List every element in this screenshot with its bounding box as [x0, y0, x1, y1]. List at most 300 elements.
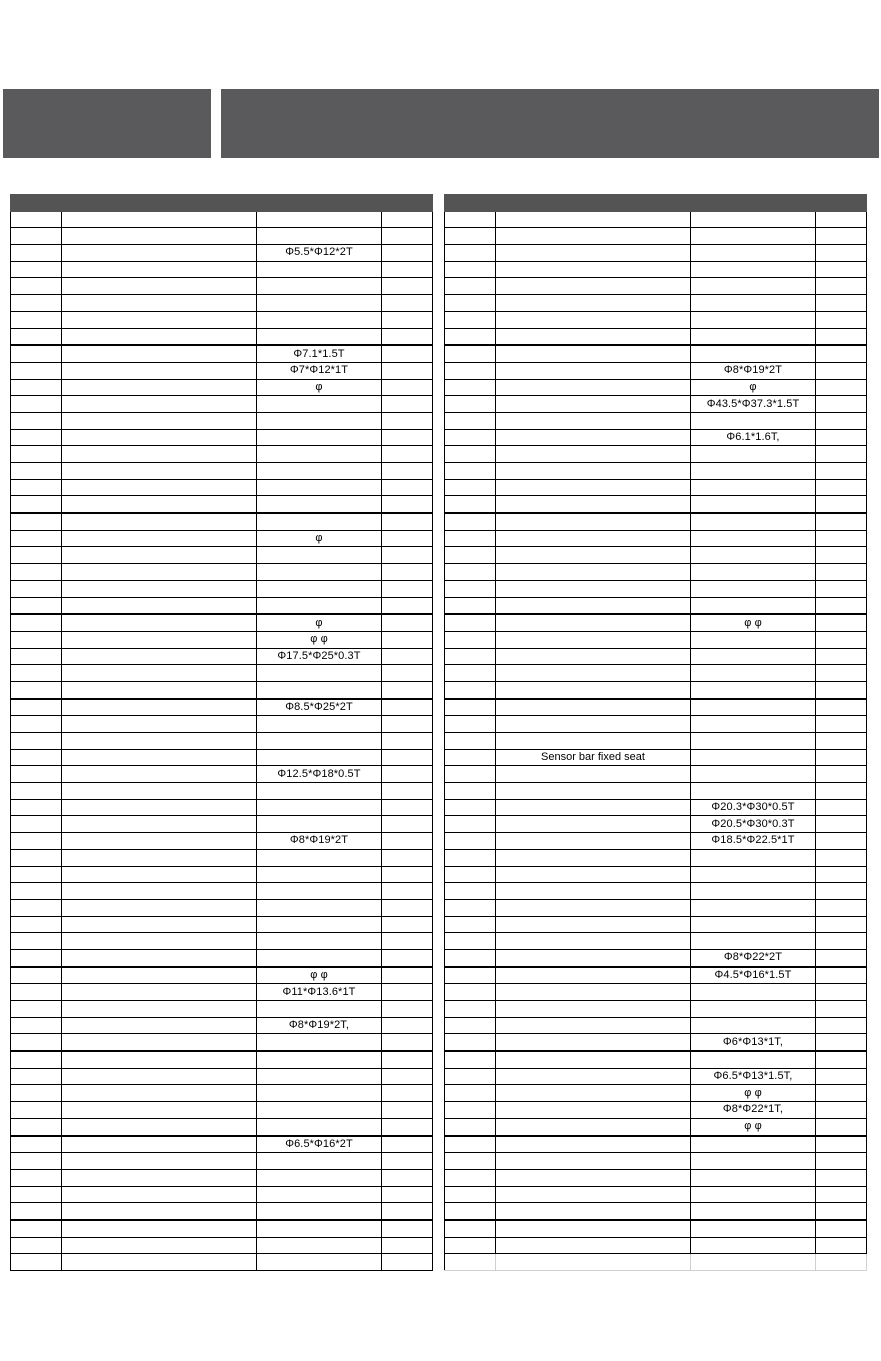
cell-no [445, 665, 496, 682]
cell-name [496, 783, 691, 800]
cell-qty [382, 631, 433, 648]
table-row [11, 278, 433, 295]
cell-qty [816, 211, 867, 228]
cell-name [496, 799, 691, 816]
cell-name [496, 396, 691, 413]
table-row [445, 1203, 867, 1220]
cell-no [445, 211, 496, 228]
cell-spec [257, 547, 382, 564]
table-row [445, 328, 867, 345]
table-row [11, 547, 433, 564]
cell-no [11, 866, 62, 883]
table-row [11, 949, 433, 966]
cell-no [11, 833, 62, 850]
cell-qty [816, 1237, 867, 1254]
cell-spec [691, 1220, 816, 1237]
table-row [11, 412, 433, 429]
cell-no [445, 513, 496, 530]
table-row [445, 833, 867, 850]
cell-name [496, 362, 691, 379]
cell-spec [691, 916, 816, 933]
table-row [11, 295, 433, 312]
cell-no [11, 681, 62, 698]
cell-spec [691, 328, 816, 345]
cell-spec [257, 278, 382, 295]
cell-name [496, 614, 691, 631]
cell-qty [382, 345, 433, 362]
cell-name [62, 1001, 257, 1018]
cell-no [11, 984, 62, 1001]
table-row [11, 749, 433, 766]
cell-no [11, 949, 62, 966]
cell-qty [816, 228, 867, 245]
cell-no [445, 866, 496, 883]
header-no [11, 195, 62, 212]
cell-name [496, 1136, 691, 1153]
cell-no [445, 1203, 496, 1220]
cell-qty [382, 749, 433, 766]
cell-name [62, 899, 257, 916]
cell-spec [691, 984, 816, 1001]
cell-name [62, 665, 257, 682]
cell-spec [257, 496, 382, 513]
cell-no [11, 749, 62, 766]
cell-qty [816, 1001, 867, 1018]
cell-spec: Φ6.5*Φ13*1.5T, [691, 1068, 816, 1085]
cell-no [445, 429, 496, 446]
cell-no [11, 1254, 62, 1271]
cell-qty [816, 916, 867, 933]
cell-name [62, 446, 257, 463]
cell-name [496, 1017, 691, 1034]
cell-name [62, 1169, 257, 1186]
table-row [445, 1186, 867, 1203]
cell-spec [257, 949, 382, 966]
table-row [11, 1017, 433, 1034]
cell-no [445, 1254, 496, 1271]
table-row [445, 681, 867, 698]
cell-name [62, 396, 257, 413]
table-row [445, 984, 867, 1001]
cell-spec [691, 849, 816, 866]
cell-qty [382, 580, 433, 597]
header-banner-right [221, 89, 879, 158]
cell-name [496, 866, 691, 883]
cell-no [445, 1102, 496, 1119]
table-row [445, 1254, 867, 1271]
cell-spec: φ [691, 379, 816, 396]
cell-no [11, 699, 62, 716]
table-row [445, 648, 867, 665]
cell-no [445, 228, 496, 245]
cell-name [496, 933, 691, 950]
cell-name [496, 1169, 691, 1186]
cell-qty [816, 345, 867, 362]
cell-no [11, 665, 62, 682]
cell-name [62, 799, 257, 816]
cell-spec [257, 733, 382, 750]
cell-no [445, 580, 496, 597]
cell-spec [691, 749, 816, 766]
cell-qty [816, 1220, 867, 1237]
cell-spec [257, 1001, 382, 1018]
cell-spec [691, 412, 816, 429]
cell-spec [691, 1254, 816, 1271]
cell-spec [691, 295, 816, 312]
table-row [445, 949, 867, 966]
table-row [11, 328, 433, 345]
cell-no [445, 783, 496, 800]
cell-name [62, 783, 257, 800]
cell-qty [382, 1051, 433, 1068]
table-row [11, 1153, 433, 1170]
cell-name [62, 766, 257, 783]
cell-spec [691, 211, 816, 228]
cell-no [11, 1051, 62, 1068]
cell-spec: Φ8*Φ19*2T [691, 362, 816, 379]
table-row [445, 278, 867, 295]
cell-no [445, 967, 496, 984]
cell-no [11, 328, 62, 345]
cell-qty [382, 1169, 433, 1186]
table-row [445, 699, 867, 716]
cell-spec [257, 429, 382, 446]
cell-name [496, 513, 691, 530]
cell-name [496, 1118, 691, 1135]
cell-qty [816, 1102, 867, 1119]
cell-spec [257, 933, 382, 950]
cell-no [11, 1034, 62, 1051]
cell-no [445, 1237, 496, 1254]
table-row [445, 816, 867, 833]
cell-qty [816, 699, 867, 716]
cell-name [62, 816, 257, 833]
table-row [11, 479, 433, 496]
cell-no [445, 547, 496, 564]
cell-qty [816, 665, 867, 682]
cell-no [11, 631, 62, 648]
table-row [445, 1085, 867, 1102]
cell-qty [382, 899, 433, 916]
cell-qty [382, 311, 433, 328]
header-name [62, 195, 257, 212]
cell-no [11, 479, 62, 496]
cell-spec [691, 580, 816, 597]
cell-no [445, 833, 496, 850]
cell-qty [816, 1136, 867, 1153]
table-row [11, 833, 433, 850]
table-row [445, 799, 867, 816]
table-row [11, 1203, 433, 1220]
table-row [445, 1051, 867, 1068]
table-row [445, 1220, 867, 1237]
cell-qty [816, 833, 867, 850]
cell-name [62, 933, 257, 950]
table-row [445, 228, 867, 245]
cell-name [62, 949, 257, 966]
cell-spec [257, 261, 382, 278]
cell-qty [382, 1102, 433, 1119]
cell-spec: Φ18.5*Φ22.5*1T [691, 833, 816, 850]
cell-spec: Φ8*Φ19*2T [257, 833, 382, 850]
table-row [11, 1001, 433, 1018]
table-row [11, 396, 433, 413]
cell-no [445, 699, 496, 716]
cell-name [62, 245, 257, 262]
cell-spec [257, 681, 382, 698]
cell-no [445, 463, 496, 480]
table-row [445, 597, 867, 614]
cell-name [496, 833, 691, 850]
header-banner-left [3, 89, 211, 158]
cell-spec [691, 766, 816, 783]
table-row [11, 816, 433, 833]
cell-qty [382, 665, 433, 682]
table-row [445, 1136, 867, 1153]
cell-no [11, 1186, 62, 1203]
cell-no [11, 597, 62, 614]
table-row [11, 1085, 433, 1102]
cell-spec [257, 1034, 382, 1051]
table-row [11, 1186, 433, 1203]
table-row [445, 1118, 867, 1135]
cell-name [496, 816, 691, 833]
table-row [445, 1001, 867, 1018]
cell-name [496, 899, 691, 916]
cell-no [11, 261, 62, 278]
cell-no [11, 530, 62, 547]
cell-no [11, 1118, 62, 1135]
cell-spec [691, 631, 816, 648]
cell-spec: φ [257, 614, 382, 631]
cell-no [11, 816, 62, 833]
table-row [11, 699, 433, 716]
table-row [445, 412, 867, 429]
cell-name [496, 648, 691, 665]
cell-spec [691, 479, 816, 496]
cell-spec [691, 547, 816, 564]
cell-qty [816, 446, 867, 463]
cell-name [496, 681, 691, 698]
table-row [445, 1034, 867, 1051]
cell-qty [382, 446, 433, 463]
cell-qty [382, 530, 433, 547]
cell-qty [816, 1169, 867, 1186]
cell-no [11, 463, 62, 480]
cell-no [11, 295, 62, 312]
cell-no [11, 648, 62, 665]
cell-name [62, 699, 257, 716]
table-row [445, 446, 867, 463]
cell-spec [257, 311, 382, 328]
table-row [445, 631, 867, 648]
cell-no [11, 429, 62, 446]
cell-no [11, 849, 62, 866]
cell-name [62, 429, 257, 446]
table-row [11, 631, 433, 648]
cell-name [496, 949, 691, 966]
cell-spec [257, 295, 382, 312]
header-spec [691, 195, 816, 212]
cell-spec [691, 513, 816, 530]
cell-qty [816, 899, 867, 916]
cell-no [445, 1085, 496, 1102]
table-row [11, 1136, 433, 1153]
cell-spec [691, 1017, 816, 1034]
table-row [445, 362, 867, 379]
cell-qty [382, 228, 433, 245]
cell-no [11, 1102, 62, 1119]
table-header-row [11, 195, 433, 212]
cell-no [445, 597, 496, 614]
cell-spec [257, 899, 382, 916]
cell-name [62, 1068, 257, 1085]
cell-spec: Φ6.5*Φ16*2T [257, 1136, 382, 1153]
cell-spec: φ [257, 530, 382, 547]
cell-qty [816, 749, 867, 766]
cell-qty [382, 1118, 433, 1135]
cell-qty [382, 396, 433, 413]
cell-name [62, 311, 257, 328]
parts-table-body [445, 211, 867, 1270]
cell-no [11, 1136, 62, 1153]
cell-qty [382, 1186, 433, 1203]
cell-spec [257, 1085, 382, 1102]
cell-qty [382, 1034, 433, 1051]
table-row [445, 899, 867, 916]
cell-qty [382, 681, 433, 698]
table-row [445, 916, 867, 933]
cell-name [496, 699, 691, 716]
cell-name [62, 967, 257, 984]
cell-qty [382, 1001, 433, 1018]
cell-name [496, 1051, 691, 1068]
cell-no [445, 766, 496, 783]
table-row [11, 733, 433, 750]
cell-no [11, 766, 62, 783]
cell-no [445, 1017, 496, 1034]
table-row [11, 783, 433, 800]
cell-qty [816, 1034, 867, 1051]
cell-qty [816, 816, 867, 833]
cell-qty [382, 816, 433, 833]
table-row [11, 766, 433, 783]
cell-spec: Φ4.5*Φ16*1.5T [691, 967, 816, 984]
cell-spec: Φ6.1*1.6T, [691, 429, 816, 446]
cell-no [11, 513, 62, 530]
cell-spec: Φ20.5*Φ30*0.3T [691, 816, 816, 833]
cell-name [62, 866, 257, 883]
cell-name [62, 614, 257, 631]
cell-qty [816, 547, 867, 564]
cell-no [11, 564, 62, 581]
table-row [11, 463, 433, 480]
cell-no [445, 733, 496, 750]
cell-spec [691, 883, 816, 900]
cell-name [496, 631, 691, 648]
table-row [11, 580, 433, 597]
cell-qty [382, 766, 433, 783]
cell-qty [382, 949, 433, 966]
table-row [11, 496, 433, 513]
cell-name [62, 648, 257, 665]
cell-spec [257, 866, 382, 883]
cell-no [445, 849, 496, 866]
cell-no [11, 899, 62, 916]
cell-name [62, 412, 257, 429]
cell-qty [382, 849, 433, 866]
cell-spec [257, 916, 382, 933]
cell-qty [382, 699, 433, 716]
cell-qty [816, 564, 867, 581]
cell-qty [382, 295, 433, 312]
cell-name [62, 1237, 257, 1254]
cell-spec [257, 1169, 382, 1186]
table-row [445, 261, 867, 278]
cell-no [11, 1068, 62, 1085]
cell-name [62, 379, 257, 396]
cell-name [62, 228, 257, 245]
cell-spec: Φ7.1*1.5T [257, 345, 382, 362]
cell-spec: φ φ [257, 967, 382, 984]
table-row [11, 665, 433, 682]
cell-spec [257, 228, 382, 245]
table-row [11, 245, 433, 262]
cell-name [62, 496, 257, 513]
cell-spec [691, 261, 816, 278]
cell-no [445, 1186, 496, 1203]
table-row [11, 984, 433, 1001]
cell-no [11, 933, 62, 950]
cell-spec [257, 396, 382, 413]
cell-spec [691, 1153, 816, 1170]
cell-spec [257, 513, 382, 530]
cell-name [62, 681, 257, 698]
table-row [11, 866, 433, 883]
cell-no [445, 1034, 496, 1051]
cell-qty [382, 362, 433, 379]
cell-name [62, 278, 257, 295]
cell-name [62, 564, 257, 581]
cell-name [496, 1186, 691, 1203]
cell-no [11, 1220, 62, 1237]
cell-qty [816, 362, 867, 379]
cell-spec [257, 665, 382, 682]
cell-spec [257, 597, 382, 614]
table-row [11, 1220, 433, 1237]
cell-name [496, 766, 691, 783]
cell-qty [816, 479, 867, 496]
cell-name [496, 1001, 691, 1018]
cell-name [496, 967, 691, 984]
cell-name [496, 379, 691, 396]
cell-name [496, 1254, 691, 1271]
cell-no [11, 396, 62, 413]
cell-qty [382, 245, 433, 262]
cell-no [11, 1001, 62, 1018]
table-row [11, 597, 433, 614]
table-row [11, 899, 433, 916]
cell-qty [816, 866, 867, 883]
cell-name [62, 362, 257, 379]
cell-name [62, 733, 257, 750]
table-row [445, 1102, 867, 1119]
cell-name [496, 564, 691, 581]
table-row [11, 849, 433, 866]
cell-name [496, 1237, 691, 1254]
cell-qty [816, 733, 867, 750]
cell-spec [257, 1220, 382, 1237]
